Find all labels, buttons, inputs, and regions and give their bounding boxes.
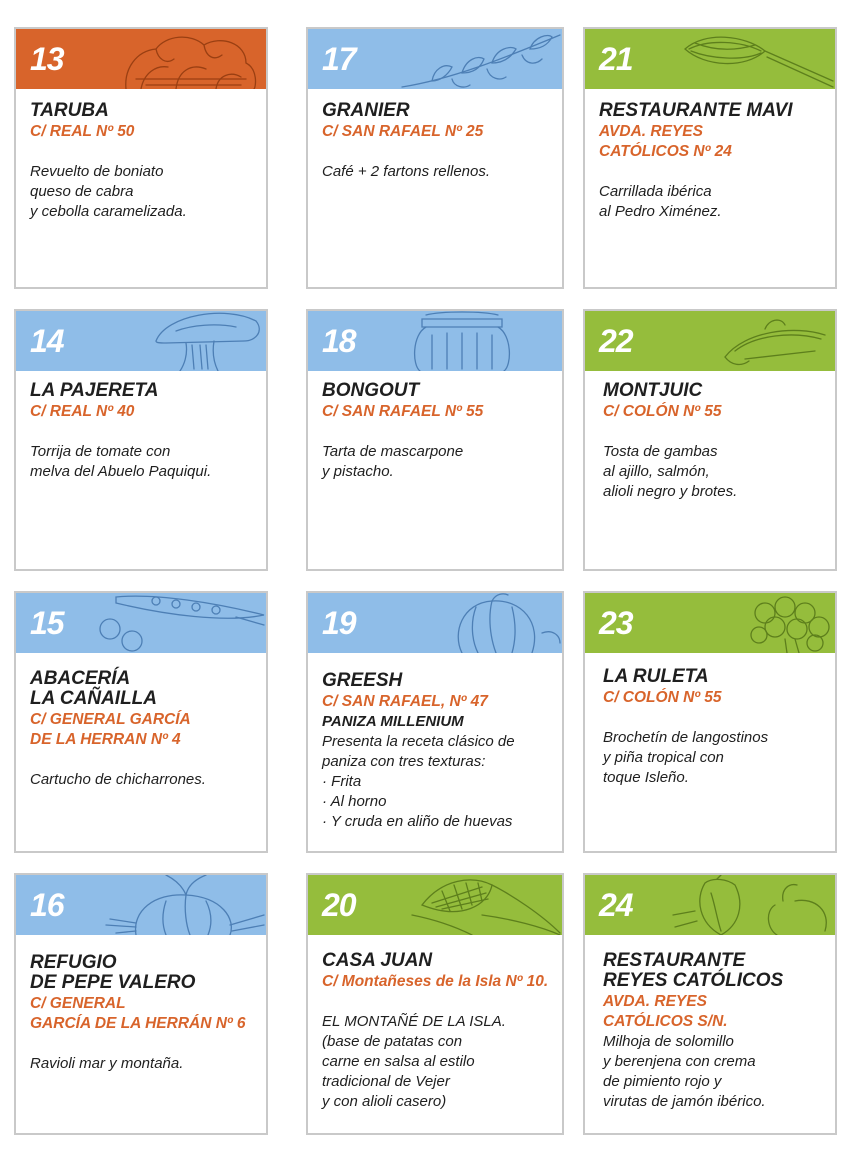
tapa-description: EL MONTAÑÉ DE LA ISLA. (base de patatas con carne en salsa al estilo tradicional de Vejer y con alioli casero) <box>322 1013 506 1110</box>
card-number: 22 <box>599 323 633 359</box>
card-header <box>585 29 835 89</box>
card-number: 19 <box>322 605 356 641</box>
restaurant-name: MONTJUIC <box>603 380 703 401</box>
card-header <box>308 29 562 89</box>
card-body <box>603 381 829 502</box>
broccoli-icon <box>665 593 835 653</box>
card-18 <box>306 309 564 571</box>
card-header <box>308 593 562 653</box>
card-13 <box>14 27 268 289</box>
restaurant-address: C/ GENERAL GARCÍA DE LA HERRÁN Nº 6 <box>30 995 246 1032</box>
restaurant-name: RESTAURANTE MAVI <box>599 100 793 121</box>
card-header <box>585 593 835 653</box>
peapod-icon <box>96 593 266 653</box>
restaurant-address: C/ SAN RAFAEL, Nº 47 <box>322 693 488 710</box>
card-number: 21 <box>599 41 633 77</box>
card-body <box>322 951 556 1112</box>
card-16 <box>14 873 268 1135</box>
card-header <box>16 875 266 935</box>
tapa-description: Tarta de mascarpone y pistacho. <box>322 443 464 480</box>
card-number: 20 <box>322 887 356 923</box>
restaurant-address: C/ Montañeses de la Isla Nº 10. <box>322 973 549 990</box>
restaurant-name: LA RULETA <box>603 666 709 687</box>
restaurant-name: CASA JUAN <box>322 950 433 971</box>
card-22 <box>583 309 837 571</box>
herb-sprig-icon <box>392 29 562 89</box>
card-header <box>308 875 562 935</box>
card-number: 15 <box>30 605 64 641</box>
card-header <box>585 311 835 371</box>
card-17 <box>306 27 564 289</box>
card-15 <box>14 591 268 853</box>
card-number: 17 <box>322 41 356 77</box>
restaurant-address: AVDA. REYES CATÓLICOS Nº 24 <box>599 123 732 160</box>
card-body <box>30 669 260 790</box>
tapa-description: Brochetín de langostinos y piña tropical con toque Isleño. <box>603 729 769 786</box>
card-body <box>322 381 556 482</box>
tapa-description: Cartucho de chicharrones. <box>30 771 206 788</box>
restaurant-name: BONGOUT <box>322 380 420 401</box>
restaurant-name: REFUGIO DE PEPE VALERO <box>30 952 196 993</box>
card-number: 14 <box>30 323 64 359</box>
card-header <box>16 593 266 653</box>
card-number: 24 <box>599 887 633 923</box>
card-19 <box>306 591 564 853</box>
restaurant-address: C/ SAN RAFAEL Nº 25 <box>322 123 484 140</box>
chef-hat-icon <box>96 29 266 89</box>
restaurant-address: C/ COLÓN Nº 55 <box>603 403 722 420</box>
card-number: 18 <box>322 323 356 359</box>
restaurant-name: TARUBA <box>30 100 109 121</box>
tapa-description: Torrija de tomate con melva del Abuelo Paquiqui. <box>30 443 212 480</box>
restaurant-name: LA PAJERETA <box>30 380 159 401</box>
card-23 <box>583 591 837 853</box>
tapa-description: Revuelto de boniato queso de cabra y cebolla caramelizada. <box>30 163 187 220</box>
whisk-icon <box>665 29 835 89</box>
tapa-description: Ravioli mar y montaña. <box>30 1055 184 1072</box>
pot-lid-icon <box>665 311 835 371</box>
card-21 <box>583 27 837 289</box>
restaurant-address: C/ COLÓN Nº 55 <box>603 689 722 706</box>
onion-icon <box>96 875 266 935</box>
card-body <box>603 951 829 1112</box>
restaurant-address: C/ REAL Nº 50 <box>30 123 135 140</box>
tapa-description: Tosta de gambas al ajillo, salmón, alioli negro y brotes. <box>603 443 738 500</box>
restaurant-name: GREESH <box>322 670 403 691</box>
tapa-description: Carrillada ibérica al Pedro Ximénez. <box>599 183 722 220</box>
restaurant-address: C/ REAL Nº 40 <box>30 403 135 420</box>
card-body <box>30 381 260 482</box>
card-body <box>30 953 260 1074</box>
card-body <box>322 101 556 182</box>
tapa-title: PANIZA MILLENIUM <box>322 713 464 730</box>
restaurant-name: GRANIER <box>322 100 410 121</box>
card-body <box>30 101 260 222</box>
card-number: 16 <box>30 887 64 923</box>
restaurant-address: AVDA. REYES CATÓLICOS S/N. <box>603 993 728 1030</box>
jar-icon <box>392 311 562 371</box>
card-header <box>16 29 266 89</box>
card-header <box>585 875 835 935</box>
restaurant-name: RESTAURANTE REYES CATÓLICOS <box>603 950 784 991</box>
card-body <box>322 671 556 832</box>
garlic-icon <box>392 593 562 653</box>
tapa-description: Presenta la receta clásico de paniza con tres texturas: · Frita · Al horno · Y cruda en aliño de huevas <box>322 733 515 830</box>
tapa-description: Café + 2 fartons rellenos. <box>322 163 491 180</box>
card-header <box>308 311 562 371</box>
card-number: 13 <box>30 41 64 77</box>
mushroom-icon <box>96 311 266 371</box>
card-24 <box>583 873 837 1135</box>
tapa-description: Milhoja de solomillo y berenjena con crema de pimiento rojo y virutas de jamón ibérico. <box>603 1033 766 1110</box>
card-body <box>603 667 829 788</box>
restaurant-address: C/ GENERAL GARCÍA DE LA HERRAN Nº 4 <box>30 711 191 748</box>
pepper-icon <box>665 875 835 935</box>
corn-icon <box>392 875 562 935</box>
card-number: 23 <box>599 605 633 641</box>
card-14 <box>14 309 268 571</box>
card-body <box>599 101 829 222</box>
card-20 <box>306 873 564 1135</box>
restaurant-address: C/ SAN RAFAEL Nº 55 <box>322 403 484 420</box>
restaurant-name: ABACERÍA LA CAÑAILLA <box>30 668 157 709</box>
card-header <box>16 311 266 371</box>
